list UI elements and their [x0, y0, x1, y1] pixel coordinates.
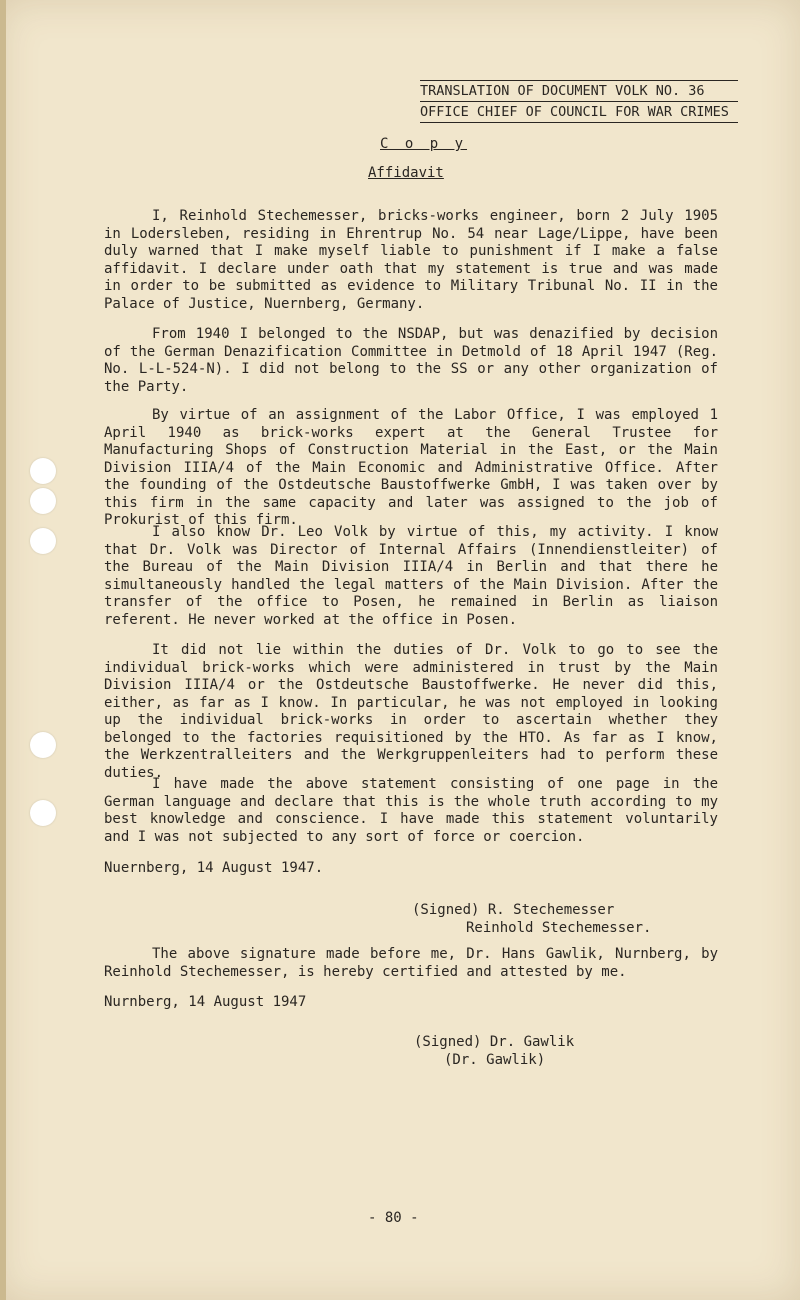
signature-1-signed: (Signed) R. Stechemesser [412, 902, 615, 918]
copy-label: C o p y [380, 136, 468, 152]
page-number: - 80 - [368, 1210, 419, 1226]
place-date-2: Nurnberg, 14 August 1947 [104, 994, 307, 1010]
document-title: Affidavit [368, 165, 444, 181]
paragraph-2: From 1940 I belonged to the NSDAP, but was denazified by decision of the German Denazification Committee in Detmold of 18 April 1947 (Reg. No. L-L-524-N). I did not belong to the SS or any other organization of the Party. [104, 326, 718, 395]
header-line-2: OFFICE CHIEF OF COUNCIL FOR WAR CRIMES [420, 102, 738, 123]
punch-hole [30, 800, 56, 826]
header-line-1: TRANSLATION OF DOCUMENT VOLK NO. 36 [420, 80, 738, 102]
punch-hole [30, 488, 56, 514]
signature-1-name: Reinhold Stechemesser. [466, 920, 652, 936]
punch-hole [30, 458, 56, 484]
signature-2-signed: (Signed) Dr. Gawlik [414, 1034, 575, 1050]
paragraph-1: I, Reinhold Stechemesser, bricks-works engineer, born 2 July 1905 in Lodersleben, residing in Ehrentrup No. 54 near Lage/Lippe, have been duly warned that I make myself liable to punishment if I make a false affidavit. I declare under oath that my statement is true and was made in order to be submitted as evidence to Military Tribunal No. II in the Palace of Justice, Nuernberg, Germany. [104, 208, 718, 312]
attestation: The above signature made before me, Dr. Hans Gawlik, Nurnberg, by Reinhold Stechemesser, is hereby certified and attested by me. [104, 946, 718, 980]
signature-2-name: (Dr. Gawlik) [444, 1052, 546, 1068]
paragraph-3: By virtue of an assignment of the Labor Office, I was employed 1 April 1940 as brick-works expert at the General Trustee for Manufacturing Shops of Construction Material in the East, or the Main Division IIIA/4 of the Main Economic and Administrative Office. After the founding of the Ostdeutsche Baustoffwerke GmbH, I was taken over by this firm in the same capacity and later was assigned to the job of Prokurist of this firm. [104, 407, 718, 528]
paragraph-4: I also know Dr. Leo Volk by virtue of this, my activity. I know that Dr. Volk was Director of Internal Affairs (Innendienstleiter) of the Bureau of the Main Division IIIA/4 in Berlin and that there he simultaneously handled the legal matters of the Main Division. After the transfer of the office to Posen, he remained in Berlin as liaison referent. He never worked at the office in Posen. [104, 524, 718, 628]
punch-hole [30, 732, 56, 758]
paragraph-6: I have made the above statement consisting of one page in the German language and declare that this is the whole truth according to my best knowledge and conscience. I have made this statement voluntarily and I was not subjected to any sort of force or coercion. [104, 776, 718, 845]
document-header [420, 80, 738, 123]
place-date-1: Nuernberg, 14 August 1947. [104, 860, 324, 876]
paragraph-5: It did not lie within the duties of Dr. Volk to go to see the individual brick-works which were administered in trust by the Main Division IIIA/4 or the Ostdeutsche Baustoffwerke. He never did this, either, as far as I know. In particular, he was not employed in looking up the individual brick-works in order to ascertain whether they belonged to the factories requisitioned by the HTO. As far as I know, the Werkzentralleiters and the Werkgruppenleiters had to perform these duties. [104, 642, 718, 781]
punch-hole [30, 528, 56, 554]
page-left-edge [0, 0, 6, 1300]
